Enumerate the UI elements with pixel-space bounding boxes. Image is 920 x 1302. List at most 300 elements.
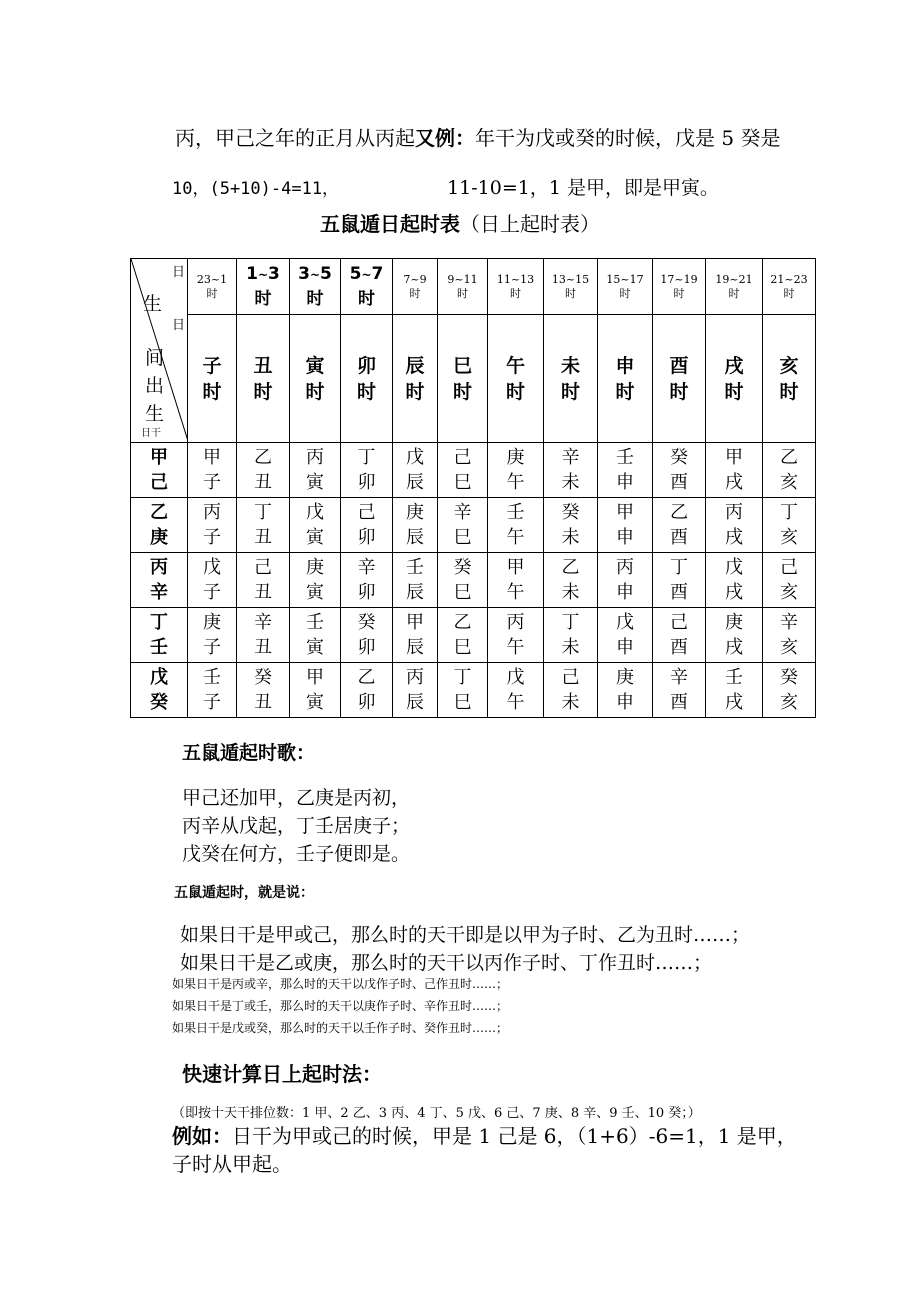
day-stem-char: 癸 xyxy=(150,692,168,713)
example-paragraph xyxy=(172,1122,822,1178)
range-suffix: 时 xyxy=(619,286,631,300)
explain-line: 如果日干是乙或庚，那么时的天干以丙作子时、丁作丑时……； xyxy=(180,952,713,974)
ganzhi-cell xyxy=(290,498,341,553)
range-suffix: 时 xyxy=(457,286,468,300)
hour-table xyxy=(130,258,816,718)
ganzhi-cell xyxy=(393,443,438,498)
hour-name-cell xyxy=(706,315,763,443)
example-text: 日干为甲或己的时候，甲是 1 己是 6，（1+6）-6=1，1 是甲， xyxy=(232,1124,797,1148)
ganzhi-char: 卯 xyxy=(357,692,376,713)
range-start: 13 xyxy=(551,272,566,286)
ganzhi-char: 辛 xyxy=(357,557,376,578)
hour-range-cell xyxy=(598,259,653,315)
ganzhi-char: 寅 xyxy=(306,637,324,658)
example-bold: 例如： xyxy=(172,1124,232,1148)
hour-range-cell xyxy=(544,259,598,315)
song-heading: 五鼠遁起时歌： xyxy=(182,742,316,764)
range-end: 13 xyxy=(520,272,535,286)
day-stem-header xyxy=(131,608,188,663)
ganzhi-char: 寅 xyxy=(306,472,324,493)
ganzhi-char: 亥 xyxy=(780,582,798,603)
ganzhi-char: 癸 xyxy=(561,502,580,523)
hour-range-cell xyxy=(341,259,393,315)
table-row xyxy=(131,443,816,498)
hour-range-cell xyxy=(706,259,763,315)
ganzhi-cell xyxy=(393,608,438,663)
corner-bottom-label: 日干 xyxy=(141,428,161,439)
ganzhi-char: 未 xyxy=(561,472,580,493)
ganzhi-char: 丙 xyxy=(203,502,221,523)
ganzhi-cell xyxy=(706,443,763,498)
hour-name-char: 时 xyxy=(669,380,689,403)
ganzhi-cell xyxy=(341,443,393,498)
ganzhi-char: 子 xyxy=(203,472,221,493)
ganzhi-char: 巳 xyxy=(453,527,472,548)
hour-range-text xyxy=(544,273,597,287)
range-tilde: ~ xyxy=(674,272,684,286)
corner-top-right-char: 日 xyxy=(171,265,185,280)
ganzhi-cell xyxy=(544,663,598,718)
range-start: 15 xyxy=(606,272,621,286)
hour-range-text xyxy=(598,273,652,287)
corner-e: 生 xyxy=(145,403,165,425)
range-tilde: ~ xyxy=(620,272,630,286)
range-end: 17 xyxy=(629,272,644,286)
corner-c: 间 xyxy=(145,347,165,369)
ganzhi-char: 己 xyxy=(670,612,688,633)
ganzhi-cell xyxy=(598,498,653,553)
ganzhi-char: 庚 xyxy=(616,667,634,688)
range-tilde: ~ xyxy=(309,268,321,282)
hour-range-cell xyxy=(290,259,341,315)
ganzhi-cell xyxy=(393,553,438,608)
ganzhi-cell xyxy=(598,663,653,718)
ganzhi-char: 亥 xyxy=(780,472,798,493)
ganzhi-cell xyxy=(438,498,488,553)
ganzhi-cell xyxy=(188,663,237,718)
range-tilde: ~ xyxy=(510,272,521,286)
ganzhi-char: 庚 xyxy=(506,447,525,468)
explain-small-line: 如果日干是丁或壬，那么时的天干以庚作子时、辛作丑时……； xyxy=(172,999,509,1013)
ganzhi-cell xyxy=(438,663,488,718)
hour-name-char: 时 xyxy=(356,380,376,403)
ganzhi-char: 乙 xyxy=(357,667,376,688)
ganzhi-char: 戊 xyxy=(203,557,221,578)
range-suffix: 时 xyxy=(306,289,324,309)
table-row xyxy=(131,663,816,718)
ganzhi-char: 庚 xyxy=(406,502,424,523)
quick-heading: 快速计算日上起时法： xyxy=(182,1062,382,1086)
ganzhi-char: 亥 xyxy=(780,692,798,713)
ganzhi-char: 丁 xyxy=(254,502,272,523)
ganzhi-char: 丙 xyxy=(306,447,324,468)
ganzhi-char: 甲 xyxy=(506,557,525,578)
ganzhi-char: 癸 xyxy=(357,612,376,633)
hour-range-text xyxy=(653,273,705,287)
ganzhi-char: 辛 xyxy=(453,502,472,523)
ganzhi-char: 酉 xyxy=(670,637,688,658)
ganzhi-char: 己 xyxy=(561,667,580,688)
hour-name-char: 巳 xyxy=(452,354,472,377)
table-corner-cell xyxy=(131,259,188,443)
ganzhi-char: 丑 xyxy=(254,527,272,548)
ganzhi-char: 壬 xyxy=(616,447,634,468)
ganzhi-char: 己 xyxy=(254,557,272,578)
ganzhi-cell xyxy=(438,553,488,608)
ganzhi-cell xyxy=(188,443,237,498)
range-start: 23 xyxy=(196,272,211,286)
hour-range-cell xyxy=(393,259,438,315)
ganzhi-char: 戌 xyxy=(725,527,743,548)
ganzhi-cell xyxy=(488,608,544,663)
ganzhi-cell xyxy=(653,443,706,498)
ganzhi-char: 亥 xyxy=(780,637,798,658)
ganzhi-cell xyxy=(188,498,237,553)
hour-range-text xyxy=(290,262,340,287)
ganzhi-cell xyxy=(237,498,290,553)
range-suffix: 时 xyxy=(254,289,272,309)
table-row xyxy=(131,608,816,663)
ganzhi-char: 癸 xyxy=(780,667,798,688)
ganzhi-cell xyxy=(653,498,706,553)
corner-b: 生 xyxy=(143,293,163,315)
ganzhi-char: 壬 xyxy=(725,667,743,688)
hour-range-cell xyxy=(763,259,816,315)
ganzhi-char: 辛 xyxy=(561,447,580,468)
line2-left: 10，(5+10)-4=11， xyxy=(172,179,340,199)
ganzhi-char: 未 xyxy=(561,527,580,548)
range-tilde: ~ xyxy=(454,272,464,286)
range-end: 21 xyxy=(738,272,753,286)
quick-note: （即按十天干排位数：1 甲、2 乙、3 丙、4 丁、5 戊、6 己、7 庚、8 辛、9 壬、10 癸；） xyxy=(172,1106,701,1121)
ganzhi-char: 壬 xyxy=(306,612,324,633)
range-tilde: ~ xyxy=(565,272,576,286)
ganzhi-char: 丁 xyxy=(561,612,580,633)
corner-top-left xyxy=(143,289,162,316)
example-line-2: 子时从甲起。 xyxy=(172,1152,292,1176)
hour-range-cell xyxy=(488,259,544,315)
range-start: 9 xyxy=(447,272,455,286)
range-tilde: ~ xyxy=(729,272,739,286)
ganzhi-char: 申 xyxy=(616,637,634,658)
explain-small-line: 如果日干是丙或辛，那么时的天干以戊作子时、己作丑时……； xyxy=(172,977,509,991)
ganzhi-char: 癸 xyxy=(453,557,472,578)
hour-range-cell xyxy=(188,259,237,315)
paragraph-line-1 xyxy=(175,122,780,151)
ganzhi-cell xyxy=(706,498,763,553)
ganzhi-char: 寅 xyxy=(306,692,324,713)
hour-range-text xyxy=(706,273,762,287)
ganzhi-char: 庚 xyxy=(306,557,324,578)
ganzhi-cell xyxy=(763,443,816,498)
hour-name-char: 时 xyxy=(405,380,425,403)
ganzhi-cell xyxy=(237,608,290,663)
table-row xyxy=(131,553,816,608)
range-end: 19 xyxy=(683,272,698,286)
ganzhi-char: 己 xyxy=(453,447,472,468)
ganzhi-cell xyxy=(290,553,341,608)
ganzhi-char: 丙 xyxy=(616,557,634,578)
range-end: 1 xyxy=(220,272,228,286)
range-suffix: 时 xyxy=(206,286,218,300)
ganzhi-char: 乙 xyxy=(254,447,272,468)
ganzhi-char: 壬 xyxy=(406,557,424,578)
ganzhi-char: 寅 xyxy=(306,582,324,603)
day-stem-char: 壬 xyxy=(150,637,168,658)
ganzhi-char: 己 xyxy=(780,557,798,578)
hour-name-char: 辰 xyxy=(405,354,425,377)
hour-name-cell xyxy=(763,315,816,443)
ganzhi-char: 午 xyxy=(506,527,525,548)
ganzhi-cell xyxy=(598,443,653,498)
hour-name-cell xyxy=(188,315,237,443)
range-tilde: ~ xyxy=(410,272,420,286)
ganzhi-cell xyxy=(763,553,816,608)
ganzhi-cell xyxy=(188,553,237,608)
ganzhi-cell xyxy=(341,608,393,663)
corner-mid-right-char: 日 xyxy=(171,318,185,333)
poem-line: 甲己还加甲，乙庚是丙初， xyxy=(182,787,411,809)
hour-range-text xyxy=(237,262,289,287)
ganzhi-cell xyxy=(488,498,544,553)
ganzhi-cell xyxy=(653,663,706,718)
ganzhi-cell xyxy=(706,553,763,608)
range-end: 5 xyxy=(320,264,332,284)
range-suffix: 时 xyxy=(510,286,521,300)
ganzhi-char: 未 xyxy=(561,637,580,658)
ganzhi-char: 未 xyxy=(561,582,580,603)
ganzhi-char: 甲 xyxy=(203,447,221,468)
hour-name-cell xyxy=(237,315,290,443)
ganzhi-char: 辰 xyxy=(406,582,424,603)
ganzhi-char: 酉 xyxy=(670,692,688,713)
hour-name-cell xyxy=(653,315,706,443)
hour-name-cell xyxy=(488,315,544,443)
ganzhi-char: 巳 xyxy=(453,582,472,603)
ganzhi-char: 申 xyxy=(616,527,634,548)
ganzhi-char: 甲 xyxy=(616,502,634,523)
ganzhi-char: 申 xyxy=(616,472,634,493)
hour-name-char: 子 xyxy=(202,354,222,377)
ganzhi-char: 甲 xyxy=(406,612,424,633)
ganzhi-cell xyxy=(341,498,393,553)
corner-d: 出 xyxy=(145,375,165,397)
ganzhi-char: 午 xyxy=(506,692,525,713)
ganzhi-char: 壬 xyxy=(506,502,525,523)
ganzhi-char: 辰 xyxy=(406,472,424,493)
ganzhi-cell xyxy=(438,443,488,498)
table-title xyxy=(0,208,920,237)
ganzhi-char: 戌 xyxy=(725,582,743,603)
ganzhi-char: 戌 xyxy=(725,692,743,713)
ganzhi-char: 癸 xyxy=(670,447,688,468)
range-tilde: ~ xyxy=(210,272,221,286)
hour-range-text xyxy=(341,262,392,287)
ganzhi-cell xyxy=(598,553,653,608)
ganzhi-char: 辰 xyxy=(406,692,424,713)
day-stem-char: 庚 xyxy=(150,527,168,548)
ganzhi-char: 乙 xyxy=(780,447,798,468)
explain-line: 如果日干是甲或己，那么时的天干即是以甲为子时、乙为丑时……； xyxy=(180,924,751,946)
ganzhi-cell xyxy=(544,443,598,498)
range-tilde: ~ xyxy=(784,272,794,286)
range-start: 11 xyxy=(496,272,511,286)
poem-line: 丙辛从戊起，丁壬居庚子； xyxy=(182,815,411,837)
ganzhi-cell xyxy=(237,443,290,498)
ganzhi-char: 申 xyxy=(616,582,634,603)
ganzhi-cell xyxy=(544,553,598,608)
ganzhi-cell xyxy=(544,608,598,663)
explain-small-line: 如果日干是戊或癸，那么时的天干以壬作子时、癸作丑时……； xyxy=(172,1021,509,1035)
range-tilde: ~ xyxy=(257,268,269,282)
line1-bold: 又例： xyxy=(415,126,475,150)
hour-name-char: 申 xyxy=(615,354,635,377)
day-stem-char: 丁 xyxy=(150,612,168,633)
ganzhi-cell xyxy=(488,663,544,718)
ganzhi-char: 辛 xyxy=(670,667,688,688)
ganzhi-char: 辛 xyxy=(254,612,272,633)
ganzhi-char: 卯 xyxy=(357,637,376,658)
ganzhi-cell xyxy=(188,608,237,663)
hour-range-text xyxy=(488,273,543,287)
range-suffix: 时 xyxy=(409,286,421,300)
ganzhi-cell xyxy=(393,498,438,553)
hour-range-text xyxy=(393,273,437,287)
hour-name-char: 亥 xyxy=(779,354,799,377)
ganzhi-char: 午 xyxy=(506,637,525,658)
range-suffix: 时 xyxy=(783,286,795,300)
range-start: 7 xyxy=(403,272,411,286)
ganzhi-char: 午 xyxy=(506,582,525,603)
ganzhi-cell xyxy=(237,663,290,718)
range-end: 11 xyxy=(463,272,478,286)
hour-name-cell xyxy=(544,315,598,443)
ganzhi-cell xyxy=(290,608,341,663)
range-start: 3 xyxy=(298,264,310,284)
hour-name-char: 时 xyxy=(724,380,744,403)
ganzhi-char: 辛 xyxy=(780,612,798,633)
ganzhi-cell xyxy=(438,608,488,663)
hour-name-cell xyxy=(598,315,653,443)
ganzhi-char: 丁 xyxy=(453,667,472,688)
ganzhi-char: 丁 xyxy=(780,502,798,523)
ganzhi-char: 午 xyxy=(506,472,525,493)
ganzhi-cell xyxy=(290,663,341,718)
ganzhi-char: 丙 xyxy=(506,612,525,633)
ganzhi-cell xyxy=(393,663,438,718)
hour-range-cell xyxy=(653,259,706,315)
hour-name-cell xyxy=(290,315,341,443)
ganzhi-cell xyxy=(763,608,816,663)
ganzhi-char: 子 xyxy=(203,527,221,548)
hour-name-char: 寅 xyxy=(305,354,325,377)
range-end: 23 xyxy=(793,272,808,286)
paragraph-line-2 xyxy=(172,173,719,200)
ganzhi-char: 己 xyxy=(357,502,376,523)
hour-range-text xyxy=(763,273,815,287)
ganzhi-char: 酉 xyxy=(670,582,688,603)
range-end: 3 xyxy=(268,264,280,284)
range-suffix: 时 xyxy=(673,286,685,300)
ganzhi-char: 戊 xyxy=(406,447,424,468)
range-end: 15 xyxy=(575,272,590,286)
hour-name-char: 时 xyxy=(452,380,472,403)
ganzhi-cell xyxy=(653,608,706,663)
range-end: 7 xyxy=(371,264,384,284)
range-end: 9 xyxy=(419,272,427,286)
ganzhi-cell xyxy=(488,443,544,498)
line1-pre: 丙，甲己之年的正月从丙起 xyxy=(175,126,415,150)
ganzhi-char: 巳 xyxy=(453,637,472,658)
ganzhi-cell xyxy=(341,553,393,608)
ganzhi-char: 酉 xyxy=(670,472,688,493)
hour-name-char: 时 xyxy=(202,380,222,403)
day-stem-header xyxy=(131,443,188,498)
ganzhi-char: 亥 xyxy=(780,527,798,548)
ganzhi-char: 巳 xyxy=(453,692,472,713)
range-suffix: 时 xyxy=(565,286,576,300)
ganzhi-char: 卯 xyxy=(357,472,376,493)
table-row xyxy=(131,498,816,553)
ganzhi-char: 丁 xyxy=(670,557,688,578)
range-suffix: 时 xyxy=(728,286,740,300)
day-stem-char: 丙 xyxy=(150,557,168,578)
hour-name-char: 时 xyxy=(505,380,525,403)
day-stem-char: 戊 xyxy=(150,667,168,688)
range-start: 21 xyxy=(770,272,785,286)
hour-name-char: 时 xyxy=(560,380,580,403)
poem-line: 戊癸在何方，壬子便即是。 xyxy=(182,843,411,865)
ganzhi-char: 乙 xyxy=(670,502,688,523)
ganzhi-cell xyxy=(763,663,816,718)
day-stem-char: 辛 xyxy=(150,582,168,603)
ganzhi-char: 戊 xyxy=(725,557,743,578)
ganzhi-char: 戌 xyxy=(725,637,743,658)
ganzhi-cell xyxy=(341,663,393,718)
ganzhi-char: 戊 xyxy=(616,612,634,633)
range-start: 17 xyxy=(660,272,675,286)
ganzhi-char: 丁 xyxy=(357,447,376,468)
ganzhi-cell xyxy=(706,608,763,663)
ganzhi-char: 戊 xyxy=(306,502,324,523)
ganzhi-char: 子 xyxy=(203,692,221,713)
ganzhi-char: 未 xyxy=(561,692,580,713)
ganzhi-char: 乙 xyxy=(453,612,472,633)
day-stem-char: 乙 xyxy=(150,502,168,523)
hour-range-text xyxy=(188,273,236,287)
hour-name-cell xyxy=(341,315,393,443)
hour-name-char: 时 xyxy=(305,380,325,403)
hour-name-char: 丑 xyxy=(253,354,273,377)
ganzhi-char: 辰 xyxy=(406,527,424,548)
hour-name-char: 时 xyxy=(615,380,635,403)
ganzhi-char: 巳 xyxy=(453,472,472,493)
ganzhi-char: 乙 xyxy=(561,557,580,578)
line1-post: 年干为戊或癸的时候，戊是 5 癸是 xyxy=(475,126,781,150)
ganzhi-cell xyxy=(598,608,653,663)
hour-name-cell xyxy=(438,315,488,443)
ganzhi-char: 戌 xyxy=(725,472,743,493)
ganzhi-cell xyxy=(763,498,816,553)
range-suffix: 时 xyxy=(358,289,375,309)
day-stem-header xyxy=(131,553,188,608)
table-title-bold: 五鼠遁日起时表 xyxy=(320,212,460,236)
day-stem-char: 甲 xyxy=(150,447,168,468)
hour-range-cell xyxy=(237,259,290,315)
range-start: 5 xyxy=(349,264,362,284)
day-stem-header xyxy=(131,498,188,553)
ganzhi-char: 壬 xyxy=(203,667,221,688)
